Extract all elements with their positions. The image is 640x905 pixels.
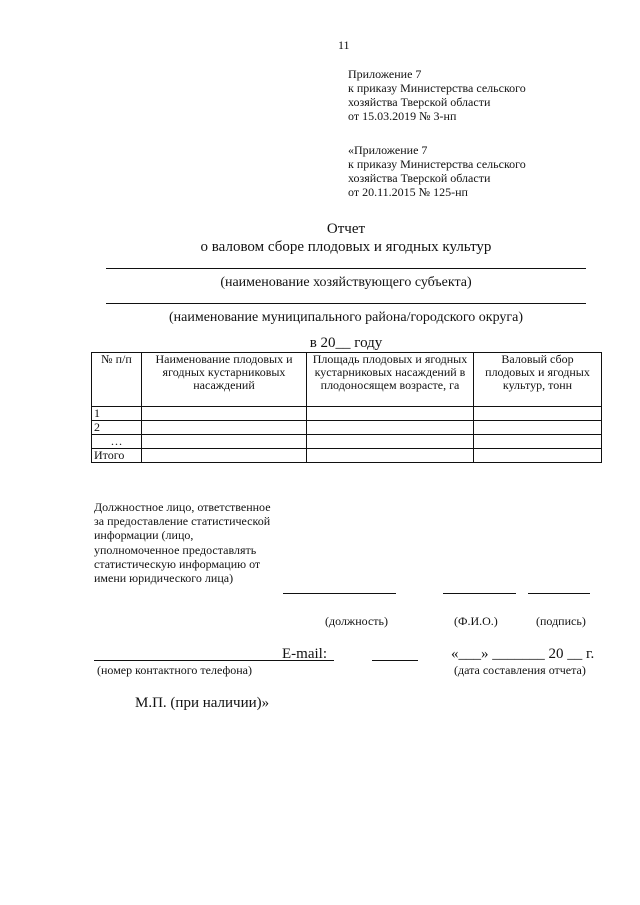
table-row [92, 407, 602, 421]
district-name-caption: (наименование муниципального района/городского округа) [168, 310, 524, 325]
entity-name-caption: (наименование хозяйствующего субъекта) [220, 275, 472, 290]
table-cell [142, 407, 307, 421]
phone-caption: (номер контактного телефона) [97, 663, 252, 677]
appendix-line: Приложение 7 [348, 67, 422, 81]
table-row [92, 421, 602, 435]
email-label: E-mail: [282, 646, 327, 662]
page-number: 11 [338, 38, 350, 52]
column-header-gross-harvest: Валовый сбор плодовых и ягодных культур, тонн [474, 353, 602, 407]
table-cell [142, 421, 307, 435]
appendix-line: хозяйства Тверской области [348, 171, 491, 185]
report-year: в 20__ году [309, 335, 383, 351]
table-cell [307, 435, 474, 449]
column-header-number: № п/п [92, 353, 142, 407]
table-cell [142, 435, 307, 449]
table-cell: Итого [92, 449, 142, 463]
table-cell: 1 [92, 407, 142, 421]
email-line [372, 660, 418, 661]
appendix-line: к приказу Министерства сельского [348, 157, 526, 171]
responsible-official-label: Должностное лицо, ответственное за предоставление статистической информации (лицо, уполномоченное предоставлять статистическую информацию от имени юридического лица) [94, 500, 271, 586]
column-header-plantation-name: Наименование плодовых и ягодных кустарниковых насаждений [142, 353, 307, 407]
table-total-row [92, 449, 602, 463]
entity-name-line [106, 268, 586, 269]
table-cell [307, 421, 474, 435]
appendix-line: хозяйства Тверской области [348, 95, 491, 109]
table-cell [307, 407, 474, 421]
column-header-area: Площадь плодовых и ягодных кустарниковых насаждений в плодоносящем возрасте, га [307, 353, 474, 407]
report-title [91, 220, 601, 256]
position-caption: (должность) [325, 614, 388, 628]
table-cell [474, 449, 602, 463]
signature-caption: (подпись) [536, 614, 586, 628]
report-date-field: «___» _______ 20 __ г. [451, 646, 595, 662]
table-cell [307, 449, 474, 463]
appendix-header-original [348, 143, 608, 199]
table-cell: 2 [92, 421, 142, 435]
table-cell [474, 435, 602, 449]
fio-signature-line [443, 593, 516, 594]
district-name-line [106, 303, 586, 304]
position-signature-line [283, 593, 396, 594]
table-cell [474, 421, 602, 435]
table-header-row [92, 353, 602, 407]
appendix-header-current [348, 67, 608, 123]
signature-line [528, 593, 590, 594]
report-title-line: Отчет [326, 221, 366, 237]
table-cell: … [92, 435, 142, 449]
fio-caption: (Ф.И.О.) [454, 614, 498, 628]
table-row [92, 435, 602, 449]
report-date-caption: (дата составления отчета) [454, 663, 586, 677]
appendix-line: к приказу Министерства сельского [348, 81, 526, 95]
table-cell [142, 449, 307, 463]
appendix-line: от 15.03.2019 № 3-нп [348, 109, 457, 123]
report-title-line: о валовом сборе плодовых и ягодных культур [200, 239, 492, 255]
harvest-table [91, 352, 602, 463]
appendix-line: от 20.11.2015 № 125-нп [348, 185, 468, 199]
stamp-placeholder: М.П. (при наличии)» [135, 695, 270, 711]
table-cell [474, 407, 602, 421]
appendix-line: «Приложение 7 [348, 143, 428, 157]
